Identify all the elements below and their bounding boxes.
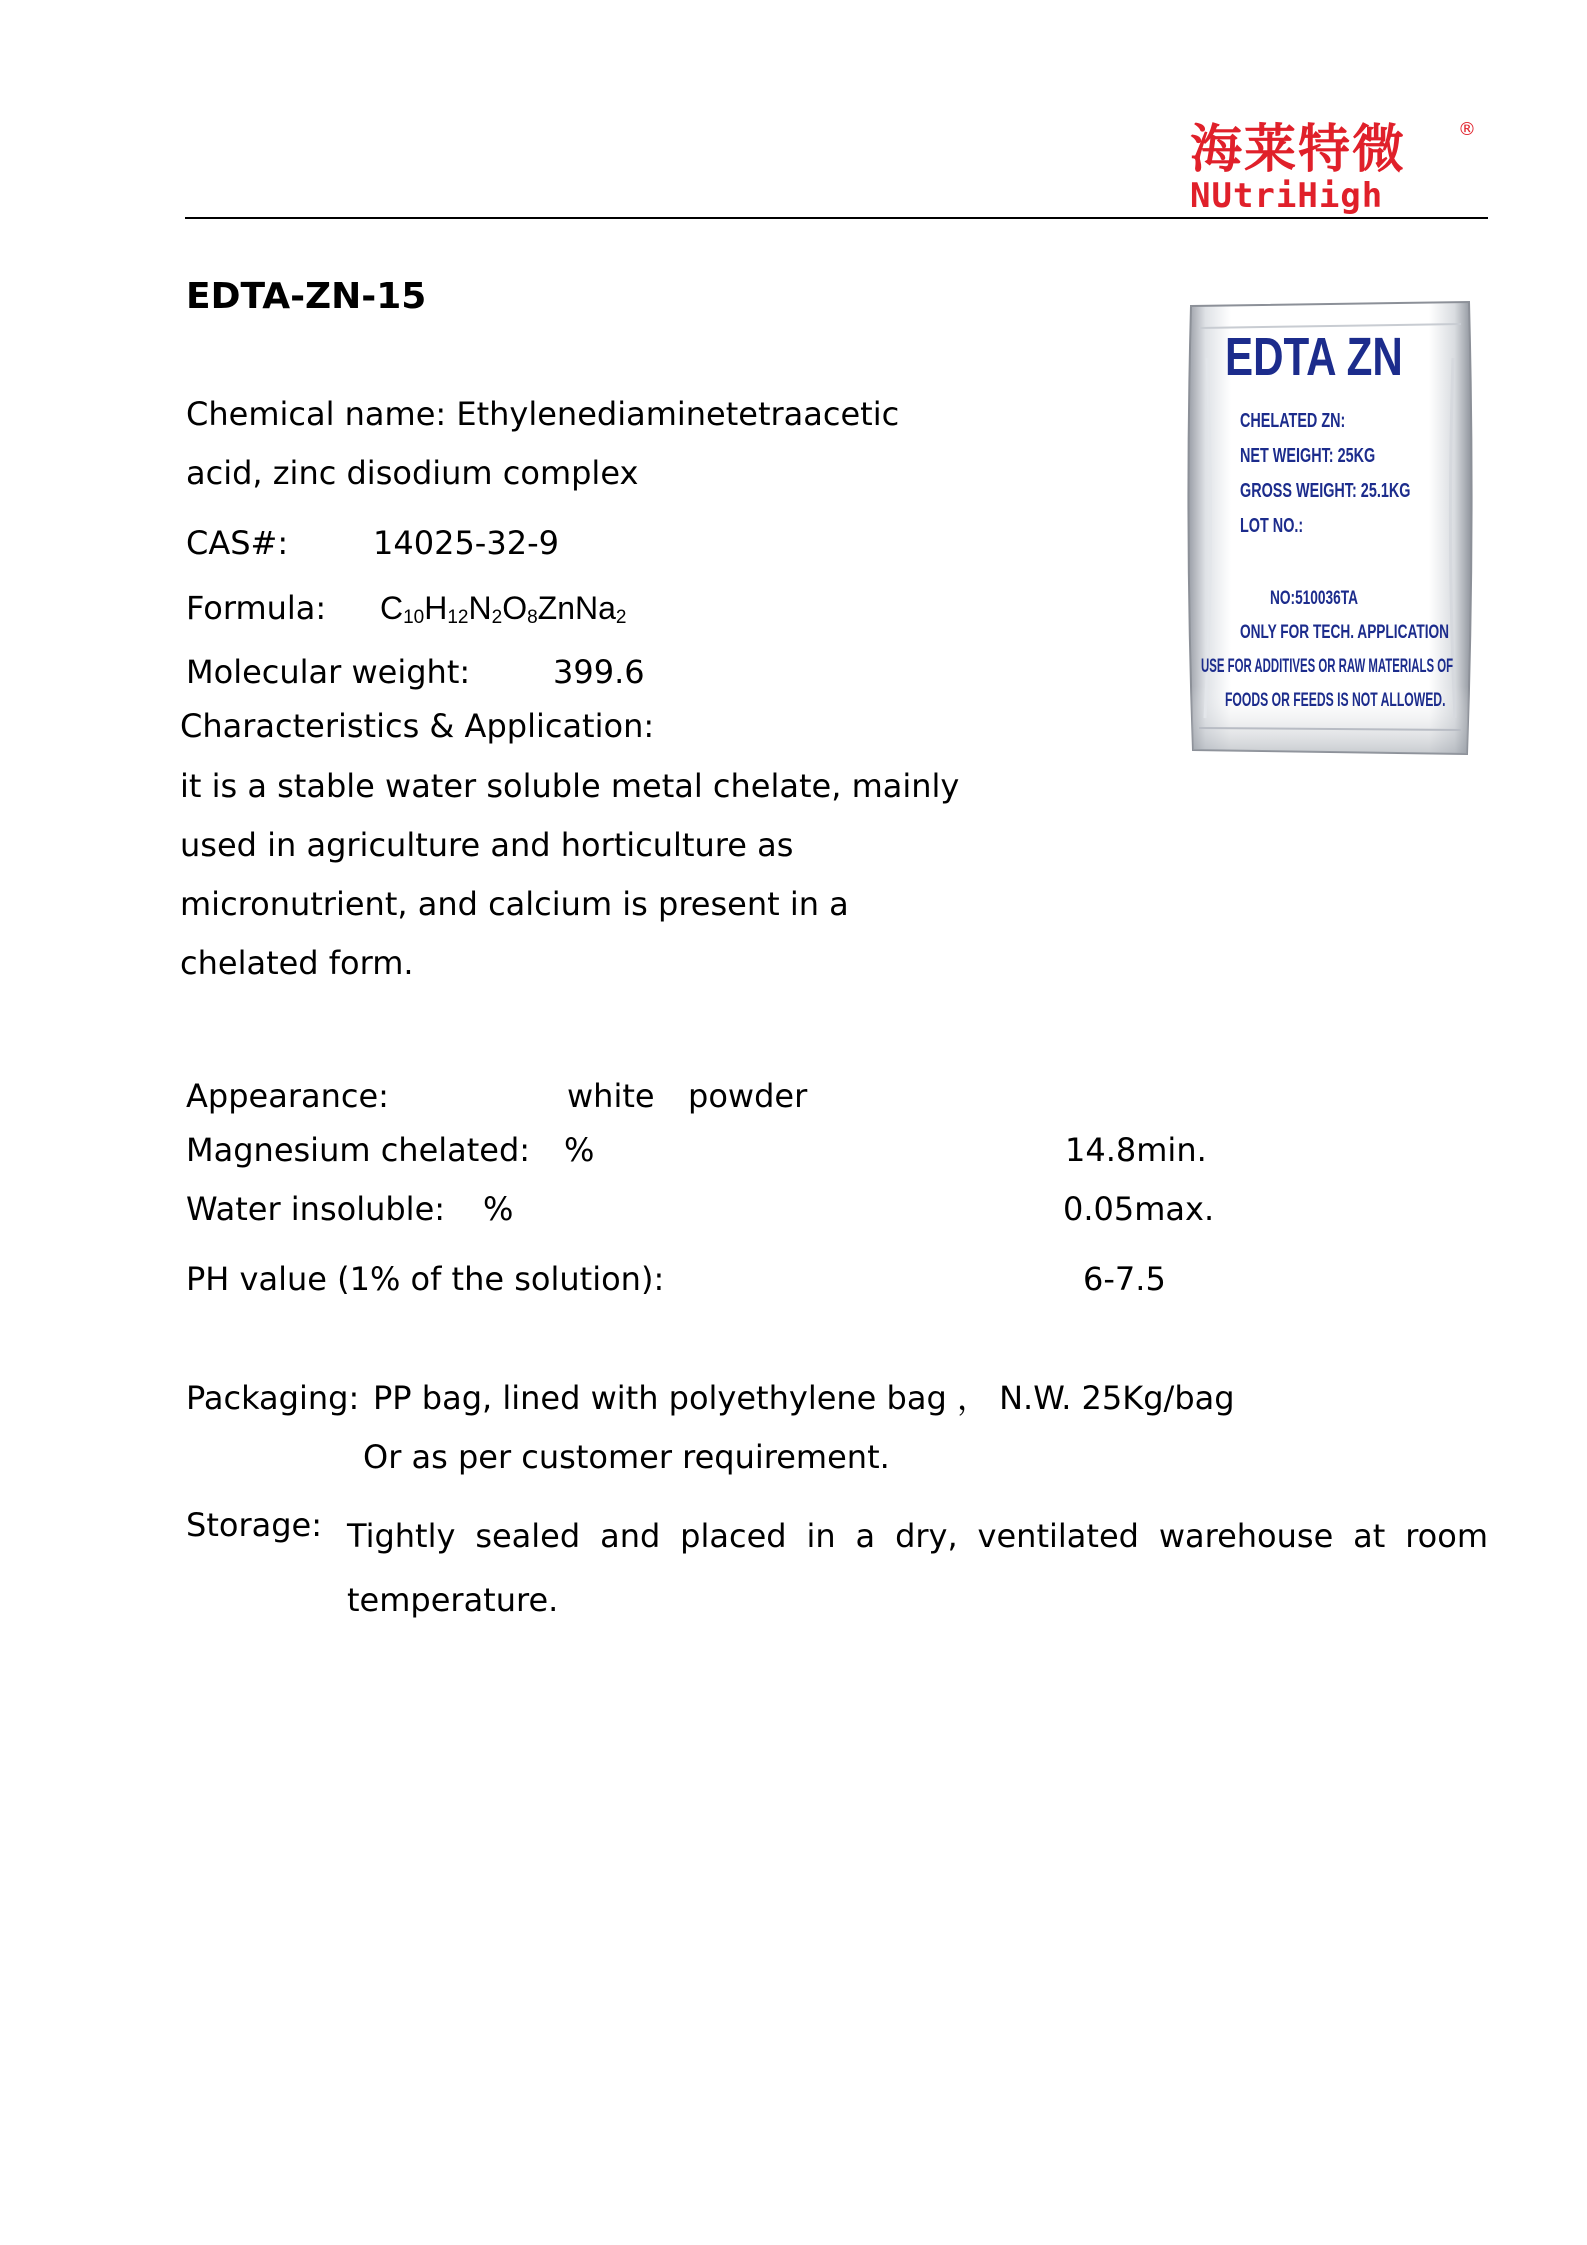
- characteristics-line: chelated form.: [180, 944, 414, 982]
- brand-logo: [1190, 120, 1490, 215]
- bag-label-line: NET WEIGHT: 25KG: [1240, 445, 1376, 467]
- magnesium-value: 14.8min.: [1065, 1131, 1207, 1169]
- water-insoluble-value: 0.05max.: [1063, 1190, 1215, 1228]
- bag-label-line: CHELATED ZN:: [1240, 410, 1346, 432]
- packaging-line-1: PP bag, lined with polyethylene bag ， N.W. 25Kg/bag: [373, 1379, 1235, 1417]
- characteristics-line: micronutrient, and calcium is present in a: [180, 885, 849, 923]
- characteristics-line: used in agriculture and horticulture as: [180, 826, 794, 864]
- ph-label: PH value (1% of the solution):: [186, 1260, 665, 1298]
- logo-english-name: NUtriHigh: [1190, 176, 1384, 216]
- magnesium-unit: %: [564, 1131, 595, 1169]
- storage-label: Storage:: [186, 1506, 322, 1544]
- chemical-name-line-1: [186, 394, 899, 434]
- ph-value: 6-7.5: [1083, 1260, 1166, 1298]
- product-title: EDTA-ZN-15: [186, 276, 427, 317]
- formula-label: Formula:: [186, 589, 327, 627]
- cas-value: 14025-32-9: [373, 524, 559, 562]
- bag-notice-line: FOODS OR FEEDS IS NOT ALLOWED.: [1225, 690, 1446, 711]
- chemical-name-label: Chemical name:: [186, 395, 447, 433]
- molecular-weight-label: Molecular weight:: [186, 653, 471, 691]
- product-bag-image: [1185, 298, 1475, 758]
- bag-notice-line: USE FOR ADDITIVES OR RAW MATERIALS OF: [1201, 656, 1454, 677]
- packaging-line-2: Or as per customer requirement.: [363, 1438, 890, 1476]
- header-divider: [185, 217, 1488, 219]
- bag-label-line: GROSS WEIGHT: 25.1KG: [1240, 480, 1411, 502]
- chemical-name-value: Ethylenediaminetetraacetic: [456, 395, 900, 433]
- appearance-label: Appearance:: [186, 1077, 389, 1115]
- characteristics-line: it is a stable water soluble metal chelate, mainly: [180, 767, 960, 805]
- registered-mark: ®: [1458, 119, 1476, 140]
- packaging-label: Packaging:: [186, 1379, 360, 1417]
- bag-notice-line: ONLY FOR TECH. APPLICATION: [1240, 622, 1450, 643]
- chemical-name-line-2: acid, zinc disodium complex: [186, 454, 639, 492]
- characteristics-heading: Characteristics & Application:: [180, 707, 655, 745]
- storage-text: Tightly sealed and placed in a dry, ventilated warehouse at room temperature.: [347, 1517, 1488, 1619]
- bag-label-line: LOT NO.:: [1240, 515, 1304, 537]
- bag-notice-line: NO:510036TA: [1270, 588, 1358, 609]
- water-insoluble-unit: %: [483, 1190, 514, 1228]
- appearance-value-1: white: [567, 1077, 655, 1115]
- formula-value: $C_{10}H_{12}N_2O_8ZnNa_2$: [380, 590, 627, 628]
- logo-chinese-name: 海莱特微: [1190, 120, 1407, 180]
- molecular-weight-value: 399.6: [553, 653, 645, 691]
- bag-title: EDTA ZN: [1225, 327, 1403, 387]
- magnesium-label: Magnesium chelated:: [186, 1131, 531, 1169]
- water-insoluble-label: Water insoluble:: [186, 1190, 446, 1228]
- appearance-value-2: powder: [688, 1077, 808, 1115]
- cas-label: CAS#:: [186, 524, 289, 562]
